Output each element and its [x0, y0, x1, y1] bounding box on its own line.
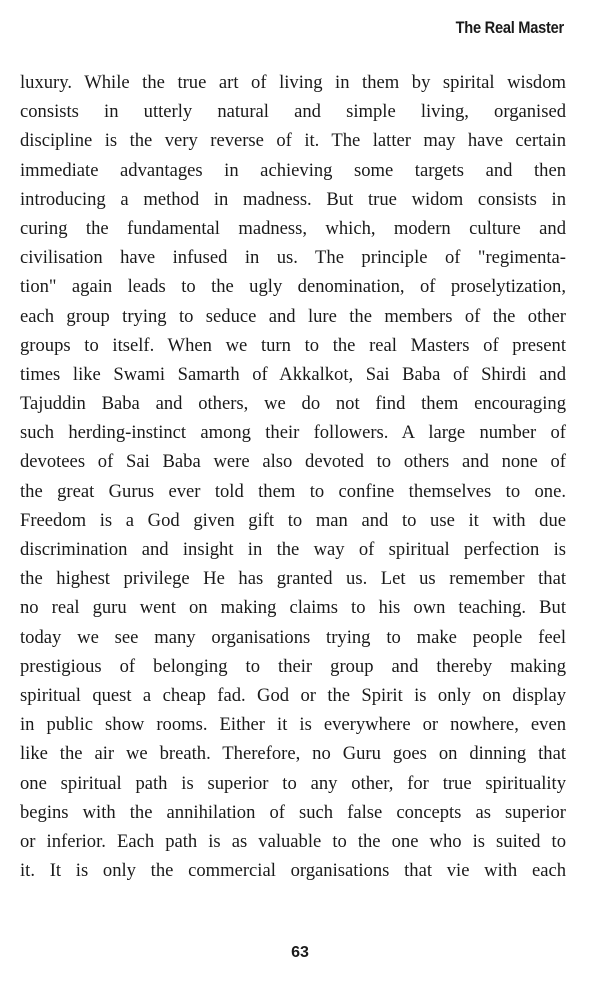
text-line: prestigious of belonging to their group and thereby making	[20, 655, 566, 677]
text-line: like the air we breath. Therefore, no Guru goes on dinning that	[20, 743, 566, 765]
text-line: begins with the annihilation of such false concepts as superior	[20, 801, 566, 823]
text-line: spiritual quest a cheap fad. God or the Spirit is only on display	[20, 684, 566, 706]
body-text	[20, 68, 566, 885]
running-head-title: The Real Master	[455, 18, 564, 37]
text-line: groups to itself. When we turn to the real Masters of present	[20, 334, 566, 356]
text-line: the highest privilege He has granted us. Let us remember that	[20, 568, 566, 590]
page-number: 63	[291, 944, 309, 961]
text-line: Freedom is a God given gift to man and to use it with due	[20, 509, 566, 531]
text-line: one spiritual path is superior to any other, for true spirituality	[20, 772, 566, 794]
text-line: civilisation have infused in us. The principle of "regimenta-	[20, 247, 566, 269]
text-line: in public show rooms. Either it is everywhere or nowhere, even	[20, 714, 566, 736]
text-line: introducing a method in madness. But true widom consists in	[20, 188, 566, 210]
text-line: luxury. While the true art of living in them by spirital wisdom	[20, 72, 566, 93]
text-line: discipline is the very reverse of it. The latter may have certain	[20, 130, 566, 152]
text-line: today we see many organisations trying to make people feel	[20, 626, 566, 648]
text-line: discrimination and insight in the way of spiritual perfection is	[20, 539, 566, 560]
text-line: the great Gurus ever told them to confine themselves to one.	[20, 480, 566, 502]
text-line: Tajuddin Baba and others, we do not find them encouraging	[20, 393, 566, 415]
text-line: tion" again leads to the ugly denomination, of proselytization,	[20, 276, 566, 298]
text-line: devotees of Sai Baba were also devoted to others and none of	[20, 451, 566, 473]
text-line: curing the fundamental madness, which, modern culture and	[20, 217, 566, 239]
text-line: each group trying to seduce and lure the members of the other	[20, 305, 566, 327]
text-line: no real guru went on making claims to his own teaching. But	[20, 597, 566, 619]
text-line: times like Swami Samarth of Akkalkot, Sai Baba of Shirdi and	[20, 363, 566, 385]
text-line: immediate advantages in achieving some targets and then	[20, 159, 566, 181]
text-line: consists in utterly natural and simple living, organised	[20, 101, 566, 123]
text-line: such herding-instinct among their followers. A large number of	[20, 422, 566, 444]
text-line: or inferior. Each path is as valuable to the one who is suited to	[20, 830, 566, 852]
text-line: it. It is only the commercial organisations that vie with each	[20, 860, 566, 882]
